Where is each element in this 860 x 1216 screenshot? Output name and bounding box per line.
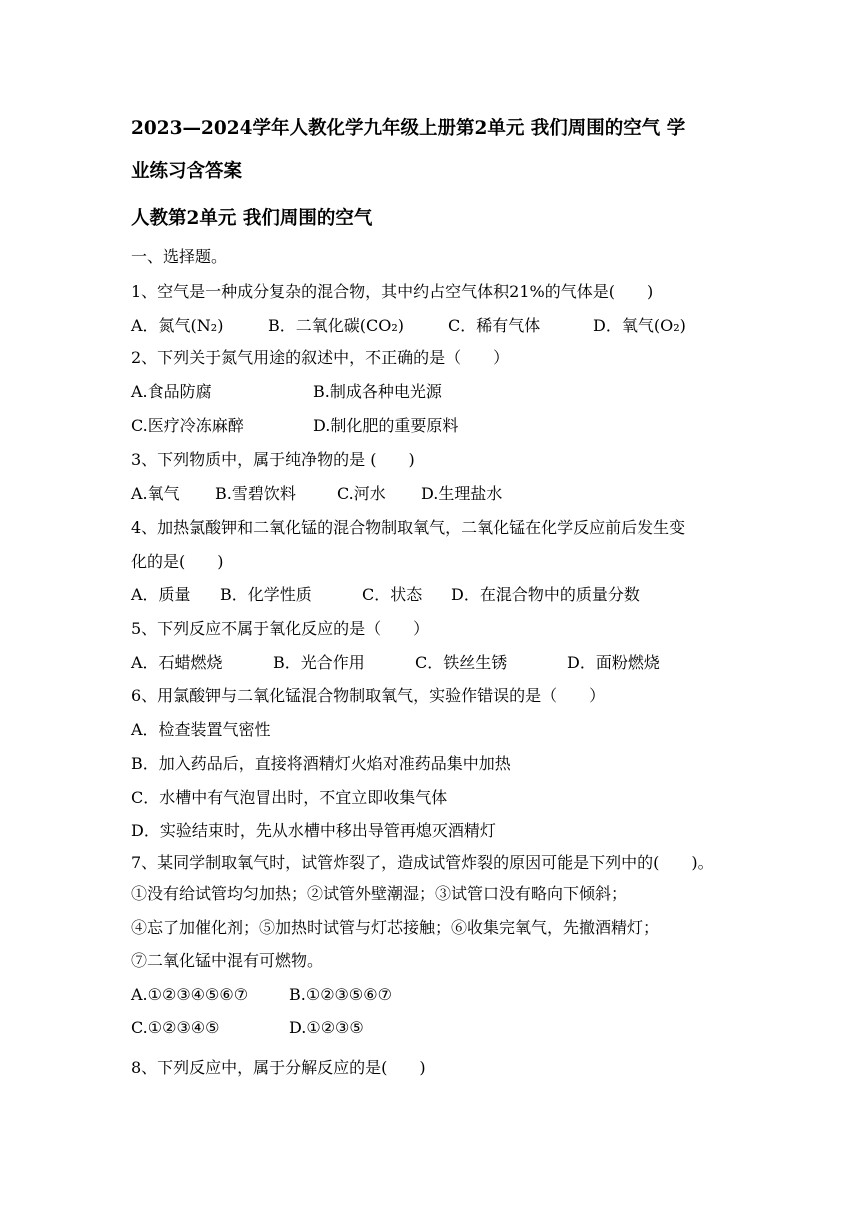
q3-option-d: D.生理盐水	[421, 484, 503, 503]
q2-option-d: D.制化肥的重要原料	[313, 416, 459, 435]
q2-option-b: B.制成各种电光源	[313, 382, 442, 401]
q6-option-d: D．实验结束时，先从水槽中移出导管再熄灭酒精灯	[131, 821, 496, 840]
q7-reason-line-3: ⑦二氧化锰中混有可燃物。	[131, 951, 324, 970]
q1-stem: 1、空气是一种成分复杂的混合物，其中约占空气体积21%的气体是( )	[131, 282, 654, 301]
q1-option-d: D．氧气(O₂)	[593, 316, 686, 335]
q6-option-c: C．水槽中有气泡冒出时，不宜立即收集气体	[131, 788, 448, 807]
q4-stem-line-1: 4、加热氯酸钾和二氧化锰的混合物制取氧气，二氧化锰在化学反应前后发生变	[131, 518, 686, 537]
q6-option-a: A．检查装置气密性	[131, 720, 271, 739]
q5-option-a: A．石蜡燃烧	[131, 653, 223, 672]
q1-option-a: A．氮气(N₂)	[131, 316, 224, 335]
q5-option-b: B．光合作用	[273, 653, 365, 672]
q4-option-c: C．状态	[362, 585, 423, 604]
q4-stem-line-2: 化的是( )	[131, 552, 224, 571]
q7-reason-line-1: ①没有给试管均匀加热；②试管外壁潮湿；③试管口没有略向下倾斜；	[131, 884, 628, 903]
doc-title-line-1: 2023—2024学年人教化学九年级上册第2单元 我们周围的空气 学	[131, 118, 686, 139]
q4-option-d: D．在混合物中的质量分数	[451, 585, 640, 604]
q6-stem: 6、用氯酸钾与二氧化锰混合物制取氧气，实验作错误的是（ ）	[131, 686, 606, 705]
doc-subtitle: 人教第2单元 我们周围的空气	[131, 208, 373, 229]
q4-option-a: A．质量	[131, 585, 191, 604]
q5-stem: 5、下列反应不属于氧化反应的是（ ）	[131, 619, 430, 638]
q7-option-a: A.①②③④⑤⑥⑦	[131, 985, 249, 1004]
q1-option-b: B．二氧化碳(CO₂)	[268, 316, 405, 335]
q4-option-b: B．化学性质	[220, 585, 312, 604]
q2-option-c: C.医疗冷冻麻醉	[131, 416, 244, 435]
q5-option-d: D．面粉燃烧	[567, 653, 660, 672]
q2-option-a: A.食品防腐	[131, 382, 212, 401]
q1-option-c: C．稀有气体	[448, 316, 541, 335]
q7-stem: 7、某同学制取氧气时，试管炸裂了，造成试管炸裂的原因可能是下列中的( )。	[131, 853, 714, 872]
q7-option-b: B.①②③⑤⑥⑦	[289, 985, 392, 1004]
q2-stem: 2、下列关于氮气用途的叙述中，不正确的是（ ）	[131, 348, 510, 367]
q3-stem: 3、下列物质中，属于纯净物的是 ( )	[131, 450, 415, 469]
section-heading: 一、选择题。	[131, 247, 228, 266]
q6-option-b: B．加入药品后，直接将酒精灯火焰对准药品集中加热	[131, 754, 511, 773]
q5-option-c: C．铁丝生锈	[415, 653, 508, 672]
q3-option-a: A.氧气	[131, 484, 180, 503]
q3-option-b: B.雪碧饮料	[215, 484, 296, 503]
q7-option-c: C.①②③④⑤	[131, 1018, 220, 1037]
q7-option-d: D.①②③⑤	[289, 1018, 364, 1037]
q3-option-c: C.河水	[337, 484, 386, 503]
doc-title-line-2: 业练习含答案	[131, 161, 243, 182]
q7-reason-line-2: ④忘了加催化剂；⑤加热时试管与灯芯接触；⑥收集完氧气，先撤酒精灯；	[131, 918, 660, 937]
q8-stem: 8、下列反应中，属于分解反应的是( )	[131, 1058, 426, 1077]
